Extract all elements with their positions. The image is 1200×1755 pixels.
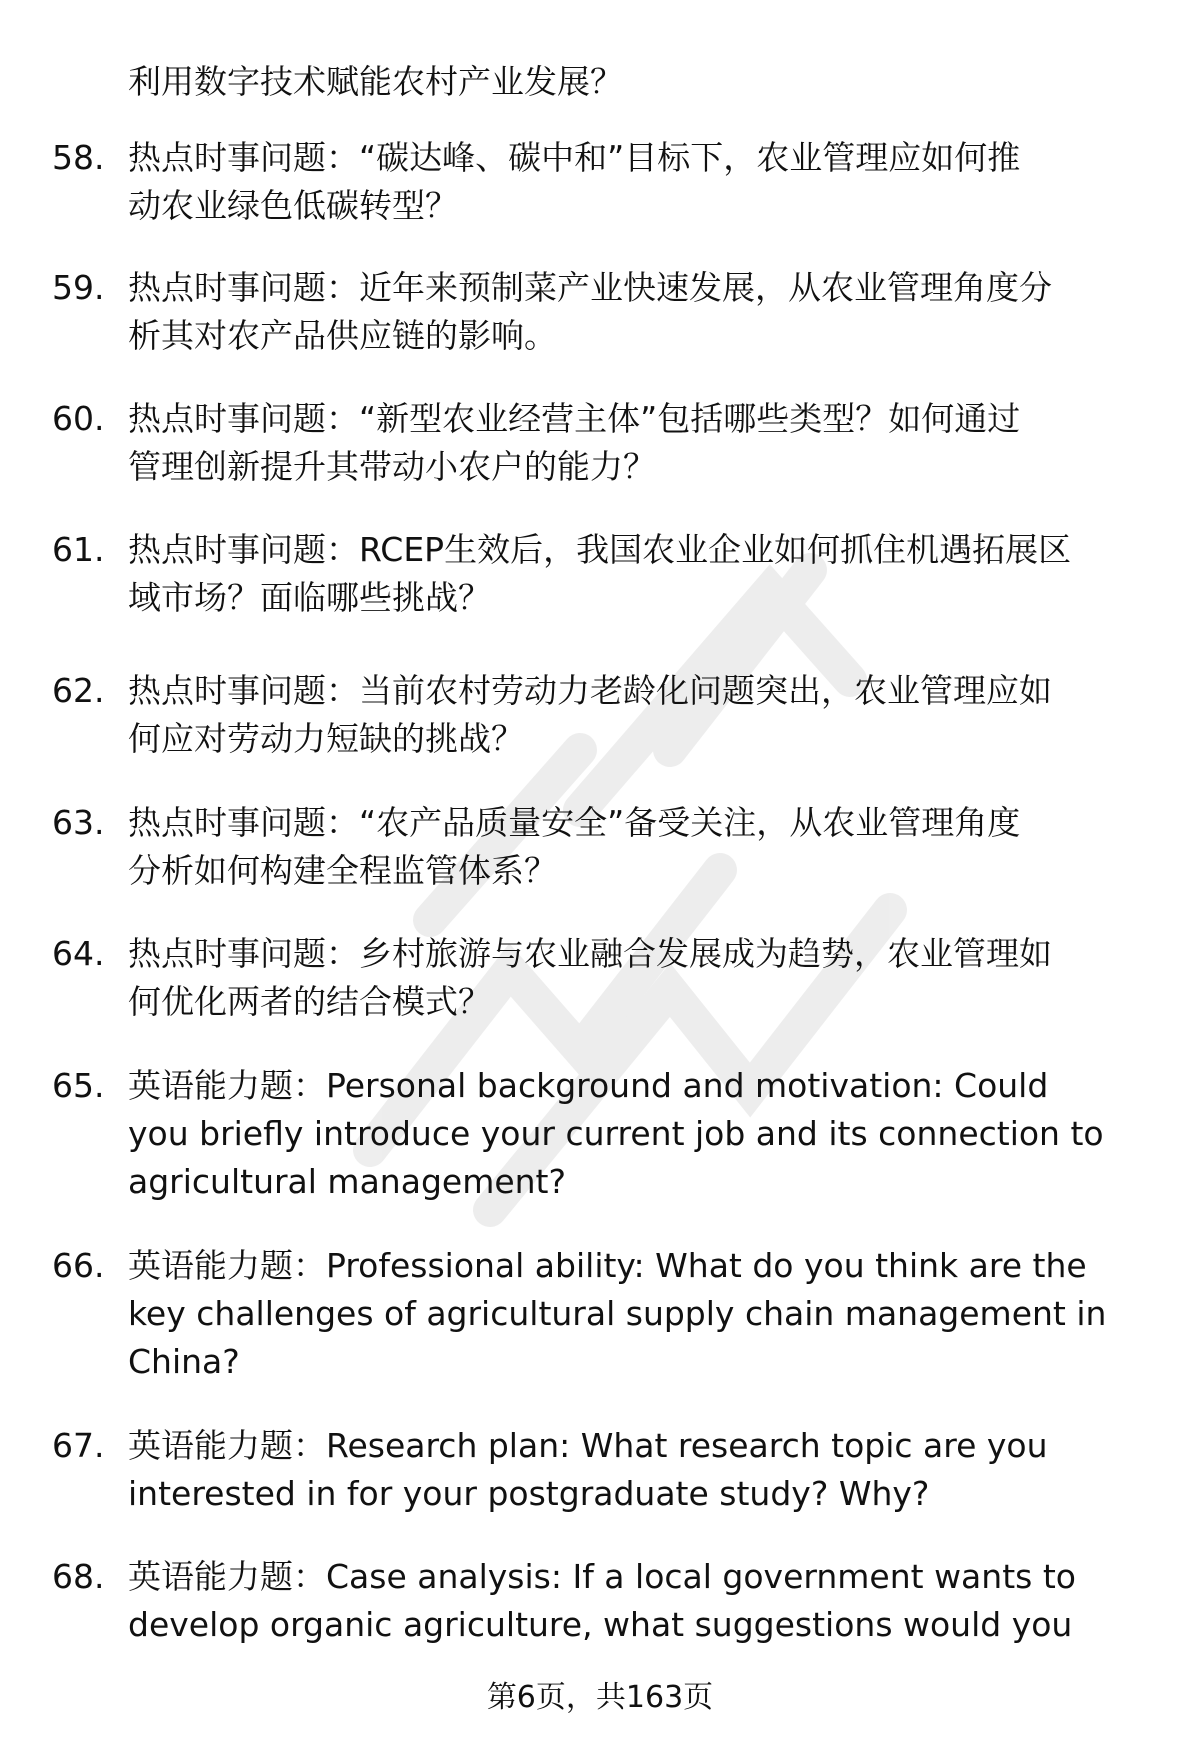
- question-line: develop organic agriculture, what suggestions would you: [128, 1605, 1073, 1644]
- question-line: China?: [128, 1342, 240, 1381]
- question-line: 动农业绿色低碳转型？: [128, 186, 458, 225]
- question-line: interested in for your postgraduate study? Why?: [128, 1474, 930, 1513]
- question-line: key challenges of agricultural supply chain management in: [128, 1294, 1107, 1333]
- question-line: 域市场？面临哪些挑战？: [128, 578, 491, 617]
- question-text: [128, 667, 1168, 763]
- question-number: 62.: [52, 671, 105, 710]
- question-number: 60.: [52, 399, 105, 438]
- question-line: 英语能力题：Case analysis: If a local government wants to: [128, 1557, 1076, 1596]
- question-number: 68.: [52, 1557, 105, 1596]
- question-line: 析其对农产品供应链的影响。: [128, 316, 557, 355]
- question-text: [128, 1242, 1168, 1386]
- question-line: 何优化两者的结合模式？: [128, 982, 491, 1021]
- question-text: [128, 930, 1168, 1026]
- question-text: [128, 264, 1168, 360]
- question-line: 分析如何构建全程监管体系？: [128, 851, 557, 890]
- question-text: [128, 395, 1168, 491]
- question-number: 58.: [52, 138, 105, 177]
- question-text: [128, 134, 1168, 230]
- question-number: 61.: [52, 530, 105, 569]
- question-number: 67.: [52, 1426, 105, 1465]
- question-line: 热点时事问题：近年来预制菜产业快速发展，从农业管理角度分: [128, 268, 1052, 307]
- question-line: 英语能力题：Research plan: What research topic are you: [128, 1426, 1048, 1465]
- question-line: 热点时事问题：“碳达峰、碳中和”目标下，农业管理应如何推: [128, 138, 1021, 177]
- question-line: 热点时事问题：当前农村劳动力老龄化问题突出，农业管理应如: [128, 671, 1052, 710]
- question-text: [128, 526, 1168, 622]
- page-footer: 第6页，共163页: [486, 1680, 714, 1715]
- question-number: 66.: [52, 1246, 105, 1285]
- question-line: 热点时事问题：“农产品质量安全”备受关注，从农业管理角度: [128, 803, 1021, 842]
- question-number: 59.: [52, 268, 105, 307]
- question-text: [128, 1422, 1168, 1518]
- question-line: 何应对劳动力短缺的挑战？: [128, 719, 524, 758]
- question-line: 英语能力题：Personal background and motivation: Could: [128, 1066, 1049, 1105]
- question-line: agricultural management?: [128, 1162, 567, 1201]
- continuation-line: 利用数字技术赋能农村产业发展？: [128, 62, 623, 101]
- question-line: 英语能力题：Professional ability: What do you think are the: [128, 1246, 1087, 1285]
- question-number: 63.: [52, 803, 105, 842]
- question-line: 热点时事问题：“新型农业经营主体”包括哪些类型？如何通过: [128, 399, 1021, 438]
- question-line: 管理创新提升其带动小农户的能力？: [128, 447, 656, 486]
- question-text: [128, 1553, 1168, 1649]
- question-line: you briefly introduce your current job and its connection to: [128, 1114, 1104, 1153]
- question-text: [128, 799, 1168, 895]
- question-number: 64.: [52, 934, 105, 973]
- question-line: 热点时事问题：乡村旅游与农业融合发展成为趋势，农业管理如: [128, 934, 1052, 973]
- question-number: 65.: [52, 1066, 105, 1105]
- question-line: 热点时事问题：RCEP生效后，我国农业企业如何抓住机遇拓展区: [128, 530, 1072, 569]
- question-text: [128, 1062, 1168, 1206]
